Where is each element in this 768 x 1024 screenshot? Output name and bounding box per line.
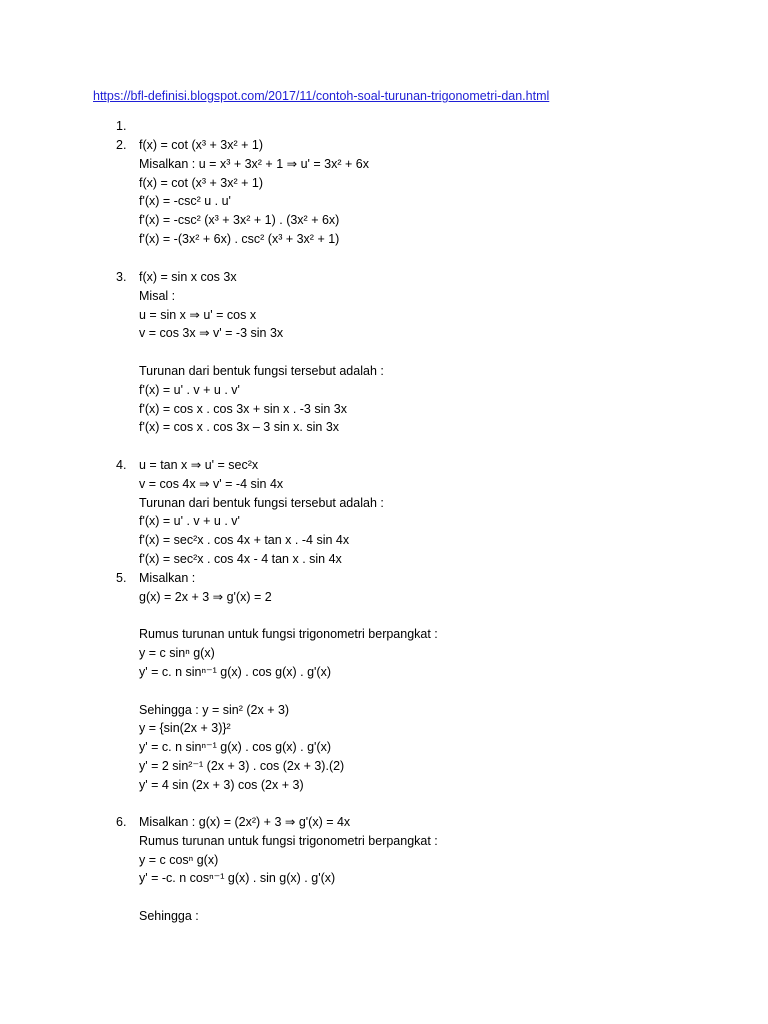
- item-number: 1.: [116, 119, 127, 133]
- math-line: Sehingga : y = sin² (2x + 3): [139, 702, 290, 717]
- math-line: y' = -c. n cosⁿ⁻¹ g(x) . sin g(x) . g'(x): [139, 871, 336, 886]
- item-number: 4.: [116, 458, 127, 472]
- blank-line: [139, 607, 739, 626]
- math-line: f'(x) = sec²x . cos 4x + tan x . -4 sin 4x: [139, 533, 350, 548]
- math-line: f(x) = cot (x³ + 3x² + 1): [139, 138, 263, 152]
- math-line: f'(x) = -csc² u . u': [139, 194, 231, 209]
- item-lines: [139, 136, 739, 249]
- item-lines: [139, 813, 739, 926]
- blank-line: [139, 888, 739, 907]
- math-line: f'(x) = u' . v + u . v': [139, 382, 240, 397]
- math-line: Misalkan : u = x³ + 3x² + 1 ⇒ u' = 3x² + 6x: [139, 156, 369, 171]
- math-line: f'(x) = -(3x² + 6x) . csc² (x³ + 3x² + 1): [139, 231, 340, 246]
- math-line: v = cos 3x ⇒ v' = -3 sin 3x: [139, 326, 284, 341]
- math-line: f'(x) = cos x . cos 3x + sin x . -3 sin 3x: [139, 401, 348, 416]
- math-line: f'(x) = cos x . cos 3x – 3 sin x. sin 3x: [139, 420, 340, 435]
- math-line: y = {sin(2x + 3)}²: [139, 721, 231, 736]
- math-line: Rumus turunan untuk fungsi trigonometri berpangkat :: [139, 627, 438, 642]
- math-line: Rumus turunan untuk fungsi trigonometri berpangkat :: [139, 833, 438, 848]
- item-lines: [139, 268, 739, 437]
- math-line: f'(x) = -csc² (x³ + 3x² + 1) . (3x² + 6x): [139, 213, 340, 228]
- item-number: 6.: [116, 815, 127, 829]
- math-line: y' = 4 sin (2x + 3) cos (2x + 3): [139, 777, 304, 792]
- math-line: f'(x) = u' . v + u . v': [139, 514, 240, 529]
- math-line: g(x) = 2x + 3 ⇒ g'(x) = 2: [139, 589, 272, 604]
- blank-line: [139, 682, 739, 701]
- math-line: f'(x) = sec²x . cos 4x - 4 tan x . sin 4x: [139, 551, 342, 566]
- math-line: Turunan dari bentuk fungsi tersebut adalah :: [139, 495, 384, 510]
- item-number: 2.: [116, 138, 127, 152]
- item-number: 3.: [116, 270, 127, 284]
- item-lines: [139, 456, 739, 569]
- item-lines: [139, 569, 739, 795]
- math-line: y = c sinⁿ g(x): [139, 646, 215, 661]
- blank-line: [139, 343, 739, 362]
- math-line: f(x) = cot (x³ + 3x² + 1): [139, 175, 263, 190]
- math-line: y' = c. n sinⁿ⁻¹ g(x) . cos g(x) . g'(x): [139, 664, 332, 679]
- math-line: Turunan dari bentuk fungsi tersebut adalah :: [139, 363, 384, 378]
- source-link[interactable]: https://bfl-definisi.blogspot.com/2017/11/contoh-soal-turunan-trigonometri-dan.html: [93, 89, 550, 103]
- math-line: y' = 2 sin²⁻¹ (2x + 3) . cos (2x + 3).(2): [139, 758, 345, 773]
- math-line: Sehingga :: [139, 908, 199, 923]
- math-line: y' = c. n sinⁿ⁻¹ g(x) . cos g(x) . g'(x): [139, 740, 332, 755]
- math-line: Misal :: [139, 288, 176, 303]
- math-line: u = sin x ⇒ u' = cos x: [139, 307, 257, 322]
- math-line: Misalkan :: [139, 571, 196, 585]
- math-line: f(x) = sin x cos 3x: [139, 270, 237, 284]
- math-line: Misalkan : g(x) = (2x²) + 3 ⇒ g'(x) = 4x: [139, 815, 351, 829]
- math-line: y = c cosⁿ g(x): [139, 852, 219, 867]
- math-line: v = cos 4x ⇒ v' = -4 sin 4x: [139, 476, 284, 491]
- math-line: u = tan x ⇒ u' = sec²x: [139, 458, 259, 472]
- item-number: 5.: [116, 571, 127, 585]
